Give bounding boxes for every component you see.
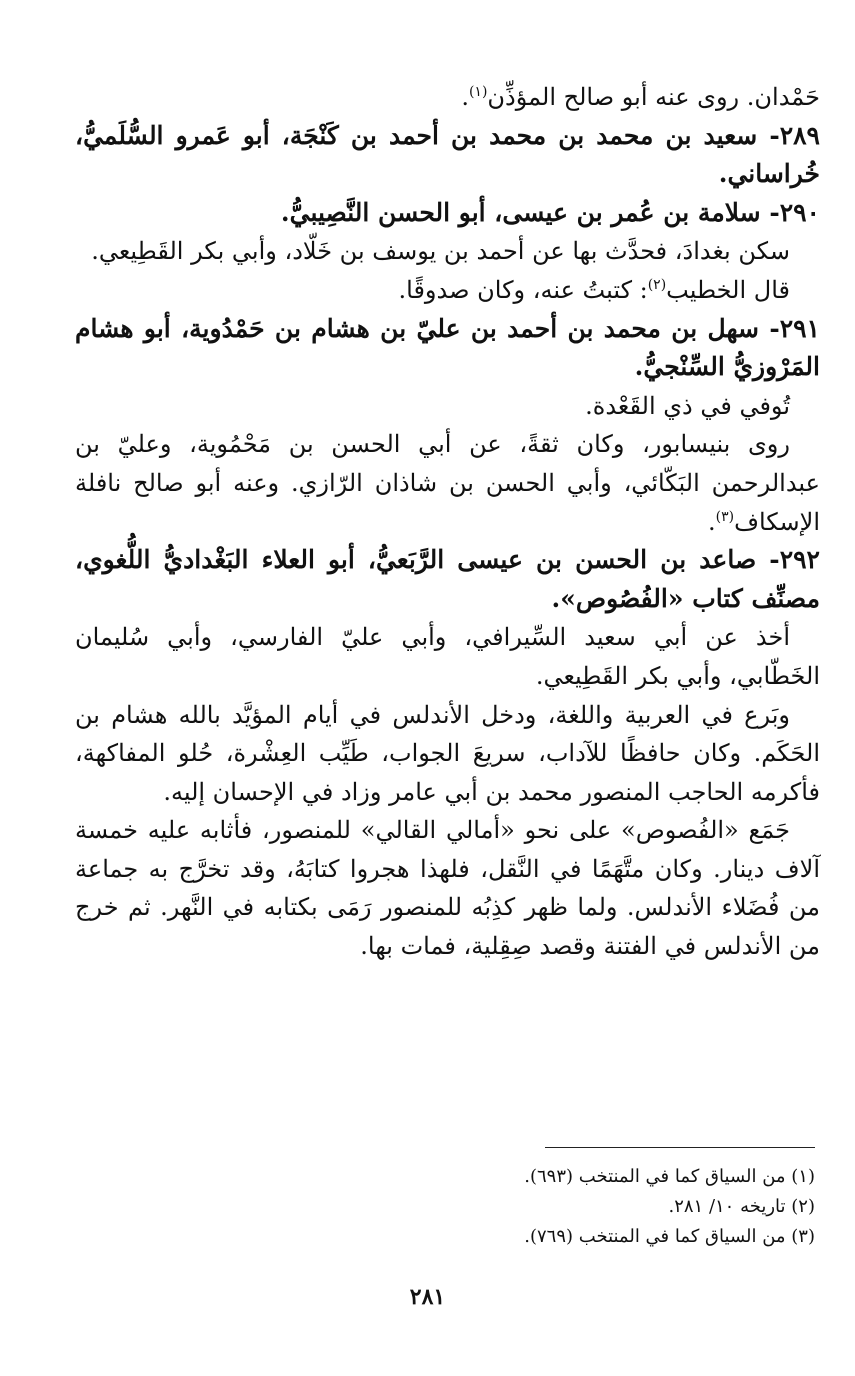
- paragraph-text: روى بنيسابور، وكان ثقةً، عن أبي الحسن بن مَحْمُوية، وعليّ بن عبدالرحمن البَكّائي، وأبي الحسن بن شاذان الرّازي. وعنه أبو صالح نافلة الإسكاف: [75, 430, 820, 536]
- paragraph-text: أخذ عن أبي سعيد السِّيرافي، وأبي عليّ الفارسي، وأبي سُليمان الخَطّابي، وأبي بكر القَطِيعي.: [75, 623, 820, 690]
- body-paragraph: [75, 618, 820, 695]
- body-paragraph: [75, 78, 820, 117]
- biography-entry-heading: [75, 541, 820, 618]
- body-paragraph: [75, 425, 820, 541]
- biography-entry-heading: [75, 117, 820, 194]
- entry-title: سعيد بن محمد بن محمد بن أحمد بن كَنْجَة، أبو عَمرو السُّلَميُّ، خُراساني.: [75, 120, 820, 189]
- paragraph-text: قال الخطيب: [666, 275, 790, 304]
- body-paragraph: [75, 387, 820, 426]
- entry-title: سهل بن محمد بن أحمد بن عليّ بن هشام بن حَمْدُوية، أبو هشام المَرْوزيُّ السِّنْجيُّ.: [75, 313, 820, 382]
- paragraph-text: حَمْدان. روى عنه أبو صالح المؤذِّن: [487, 83, 820, 111]
- main-text: [75, 78, 820, 966]
- footnote-marker: (٢): [647, 276, 667, 293]
- footnote-marker: (١): [468, 84, 488, 100]
- entry-number: ٢٩٠-: [769, 197, 820, 227]
- page-number: ٢٨١: [409, 1284, 446, 1310]
- paragraph-tail: .: [707, 507, 716, 536]
- footnote-2: (٢) تاريخه ١٠/ ٢٨١.: [668, 1196, 815, 1217]
- footnote-marker: (٣): [715, 508, 735, 525]
- footnotes: [75, 1162, 815, 1252]
- entry-number: ٢٩١-: [769, 313, 820, 343]
- body-paragraph: [75, 811, 820, 965]
- paragraph-text: تُوفي في ذي القَعْدة.: [585, 391, 790, 420]
- paragraph-tail: : كتبتُ عنه، وكان صدوقًا.: [398, 275, 648, 304]
- paragraph-text: سكن بغدادَ، فحدَّث بها عن أحمد بن يوسف بن خَلّاد، وأبي بكر القَطِيعي.: [91, 237, 790, 266]
- paragraph-tail: .: [461, 83, 469, 111]
- body-paragraph: [75, 232, 820, 271]
- body-paragraph: [75, 271, 820, 310]
- footnote-3: (٣) من السياق كما في المنتخب (٧٦٩).: [524, 1226, 815, 1247]
- entry-title: سلامة بن عُمر بن عيسى، أبو الحسن النَّصِيبيُّ.: [280, 197, 761, 227]
- paragraph-text: جَمَع «الفُصوص» على نحو «أمالي القالي» للمنصور، فأثابه عليه خمسة آلاف دينار. وكان متَّهَمًا في النَّقل، فلهذا هجروا كتابَهُ، وقد تخرَّج به جماعة من فُضَلاء الأندلس. ولما ظهر كذِبُه للمنصور رَمَى بكتابه في النَّهر. ثم خرج من الأندلس في الفتنة وقصد صِقِلية، فمات بها.: [75, 816, 820, 961]
- paragraph-text: وبَرع في العربية واللغة، ودخل الأندلس في أيام المؤيَّد بالله هشام بن الحَكَم. وكان حافظًا للآداب، سريعَ الجواب، طَيِّب العِشْرة، حُلو المفاكهة، فأكرمه الحاجب المنصور محمد بن أبي عامر وزاد في الإحسان إليه.: [75, 700, 820, 806]
- entry-number: ٢٨٩-: [769, 120, 820, 150]
- entry-title: صاعد بن الحسن بن عيسى الرَّبَعيُّ، أبو العلاء البَغْداديُّ اللُّغوي، مصنِّف كتاب «الفُصُوص».: [75, 545, 820, 613]
- body-paragraph: [75, 696, 820, 812]
- footnote-1: (١) من السياق كما في المنتخب (٦٩٣).: [524, 1166, 815, 1187]
- footnote-divider: [545, 1147, 815, 1148]
- biography-entry-heading: [75, 194, 820, 233]
- entry-number: ٢٩٢-: [769, 545, 820, 575]
- biography-entry-heading: [75, 310, 820, 387]
